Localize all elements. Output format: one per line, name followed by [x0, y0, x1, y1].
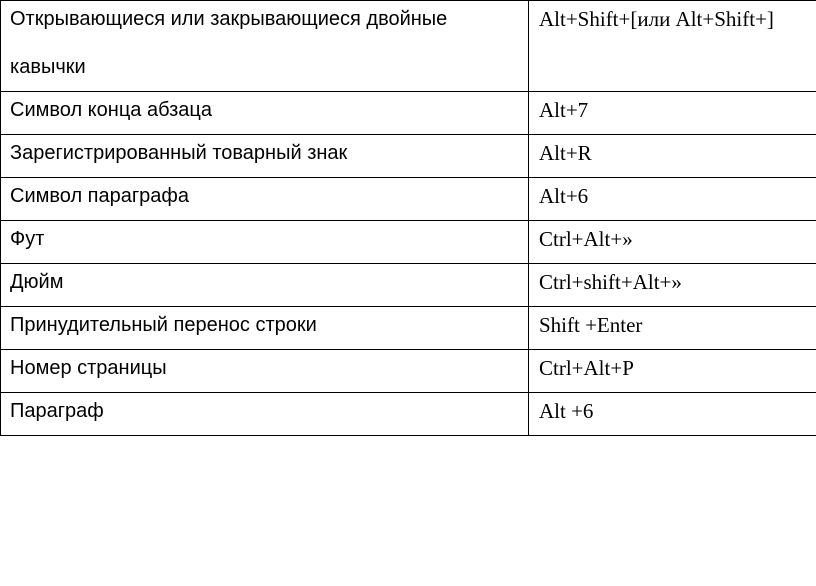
table-row — [1, 1, 816, 92]
symbol-name: Фут — [10, 228, 45, 250]
shortcut-keys: Alt+7 — [539, 98, 589, 122]
shortcut-keys: Ctrl+Alt+» — [539, 227, 633, 251]
symbol-name: Номер страницы — [10, 357, 167, 379]
shortcut-keys: Alt +6 — [539, 399, 594, 423]
symbol-name: Символ параграфа — [10, 185, 189, 207]
symbol-name-cell — [1, 1, 529, 92]
symbol-name: Символ конца абзаца — [10, 99, 212, 121]
shortcut-cell — [529, 393, 816, 436]
symbol-name: Параграф — [10, 400, 104, 422]
table-row — [1, 393, 816, 436]
symbol-name: Принудительный перенос строки — [10, 314, 317, 336]
shortcut-keys: Alt+6 — [539, 184, 589, 208]
symbol-name: Открывающиеся или закрывающиеся двойные кавычки — [10, 8, 448, 78]
shortcut-cell — [529, 1, 816, 92]
symbol-name: Дюйм — [10, 271, 64, 293]
shortcut-keys: Shift +Enter — [539, 313, 643, 337]
symbol-name-cell — [1, 393, 529, 436]
symbol-name: Зарегистрированный товарный знак — [10, 142, 348, 164]
shortcut-keys: Ctrl+shift+Alt+» — [539, 270, 682, 294]
shortcut-keys: Alt+R — [539, 141, 592, 165]
shortcut-keys: Alt+Shift+[или Alt+Shift+] — [539, 7, 774, 31]
shortcut-keys: Ctrl+Alt+P — [539, 356, 634, 380]
